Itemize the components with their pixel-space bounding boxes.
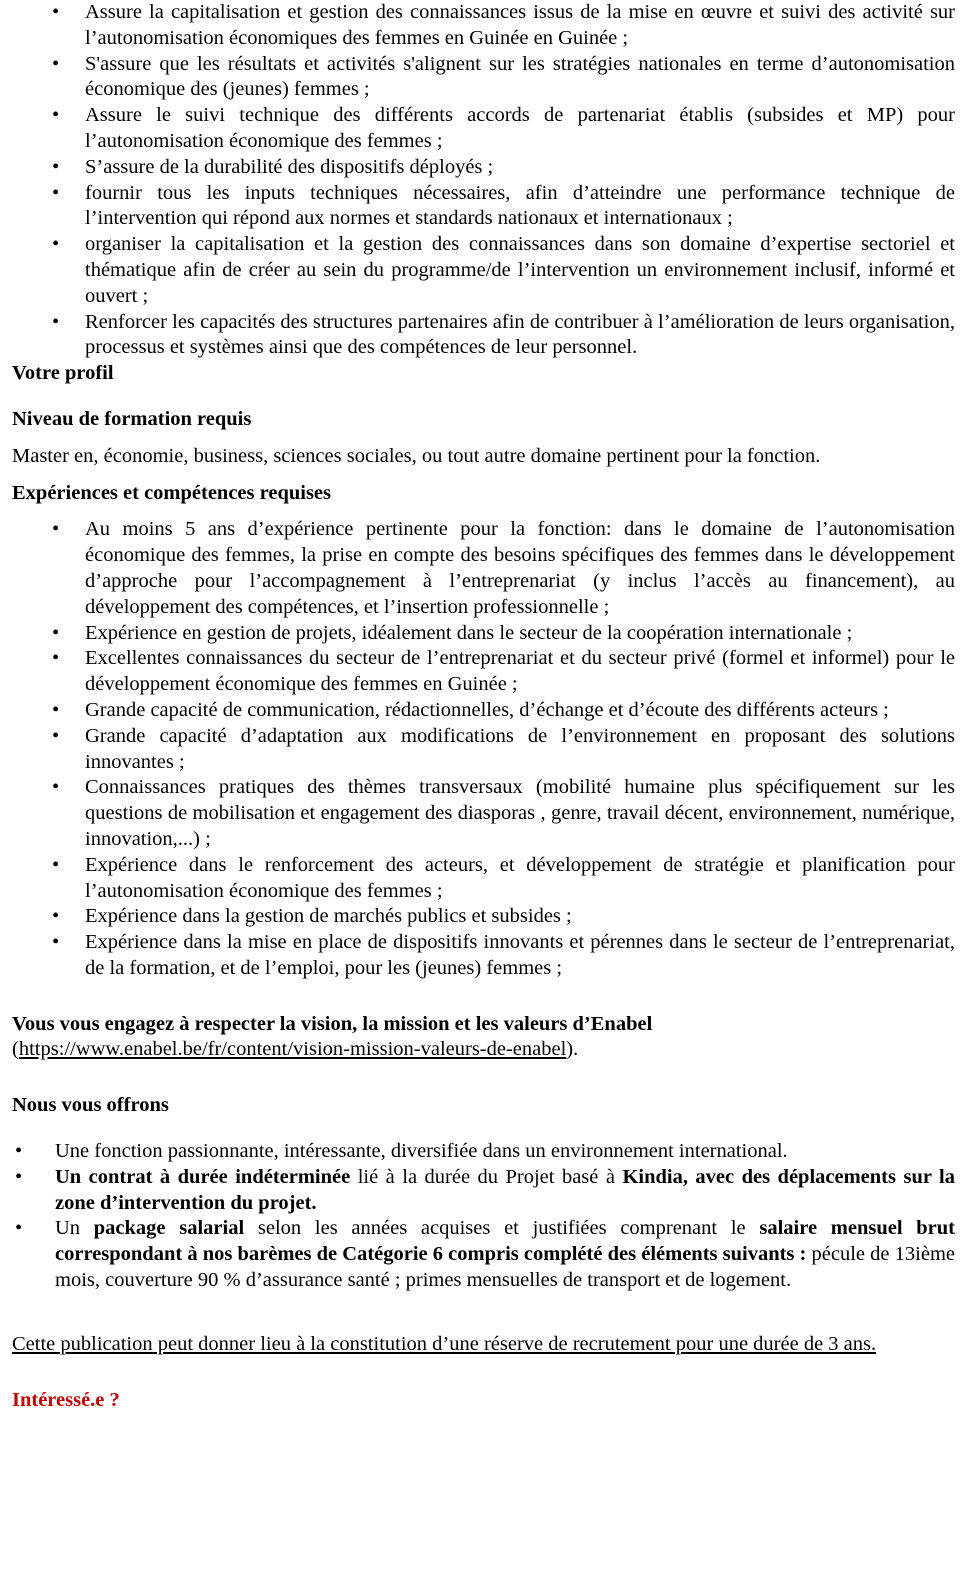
spacer <box>0 433 971 444</box>
list-item-text: S’assure de la durabilité des dispositifs déployés ; <box>85 155 494 178</box>
spacer <box>0 506 971 517</box>
list-item-text: Grande capacité d’adaptation aux modifications de l’environnement en proposant des solutions innovantes ; <box>85 724 955 773</box>
list-item <box>0 155 971 181</box>
spacer <box>0 387 971 407</box>
list-item <box>0 930 971 982</box>
paren-close: ). <box>566 1038 579 1061</box>
bullet-icon <box>52 103 62 129</box>
bullet-icon <box>52 517 62 543</box>
spacer <box>0 1294 971 1332</box>
bullet-icon <box>52 724 62 750</box>
list-item-text: S'assure que les résultats et activités s'alignent sur les stratégies nationales en terme d’autonomisation économique des (jeunes) femmes ; <box>85 52 955 101</box>
spacer <box>0 470 971 481</box>
interested-heading: Intéressé.e ? <box>12 1388 120 1411</box>
section-heading-offer: Nous vous offrons <box>12 1094 169 1117</box>
bullet-icon <box>52 698 62 724</box>
list-item-text: Au moins 5 ans d’expérience pertinente pour la fonction: dans le domaine de l’autonomisation économique des femmes, la prise en compte des besoins spécifiques des femmes dans le développement d’approche pour l’accompagnement à l’entreprenariat (y inclus l’accès au financement), au développement des compétences, et l’insertion professionnelle ; <box>85 518 955 618</box>
list-item <box>0 0 971 52</box>
list-item <box>0 181 971 233</box>
list-item <box>0 775 971 852</box>
list-item-text <box>55 1139 955 1165</box>
text-run: package salarial <box>93 1217 245 1240</box>
list-item-text: Assure la capitalisation et gestion des connaissances issus de la mise en œuvre et suivi des activité sur l’autonomisation économiques des femmes en Guinée en Guinée ; <box>85 1 955 49</box>
reserve-notice <box>0 1332 971 1358</box>
text-run: salaire mensuel brut correspondant à nos barèmes de Catégorie 6 compris complété des éléments suivants : <box>55 1217 955 1266</box>
spacer <box>0 1358 971 1388</box>
list-item-text: Expérience dans le renforcement des acteurs, et développement de stratégie et planification pour l’autonomisation économique des femmes ; <box>85 853 955 902</box>
bullet-icon <box>52 181 62 207</box>
bullet-icon <box>52 310 62 336</box>
commitment-statement <box>0 1012 971 1038</box>
list-item-text: organiser la capitalisation et la gestion des connaissances dans son domaine d’expertise sectoriel et thématique afin de créer au sein du programme/de l’intervention un environnement inclusif, informé et ouvert ; <box>85 233 955 307</box>
bullet-icon <box>15 1216 25 1242</box>
text-run: Une fonction passionnante, intéressante, diversifiée dans un environnement international. <box>55 1140 788 1163</box>
offer-list <box>0 1139 971 1294</box>
list-item <box>0 724 971 776</box>
text-run: Un contrat à durée indéterminée <box>55 1165 351 1188</box>
reserve-notice-text: Cette publication peut donner lieu à la constitution d’une réserve de recrutement pour une durée de 3 ans. <box>12 1332 877 1355</box>
list-item <box>0 232 971 309</box>
bullet-icon <box>52 0 62 26</box>
bullet-icon <box>52 232 62 258</box>
list-item-text: Expérience dans la mise en place de dispositifs innovants et pérennes dans le secteur de l’entreprenariat, de la formation, et de l’emploi, pour les (jeunes) femmes ; <box>85 931 955 979</box>
bullet-icon <box>52 775 62 801</box>
list-item-text: Excellentes connaissances du secteur de l’entreprenariat et du secteur privé (formel et informel) pour le développement économique des femmes en Guinée ; <box>85 647 955 696</box>
bullet-icon <box>52 904 62 930</box>
list-item <box>0 103 971 155</box>
list-item <box>0 1139 971 1165</box>
list-item <box>0 853 971 905</box>
bullet-icon <box>52 52 62 78</box>
list-item <box>0 52 971 104</box>
education-text: Master en, économie, business, sciences sociales, ou tout autre domaine pertinent pour la fonction. <box>12 444 821 467</box>
list-item <box>0 1165 971 1217</box>
list-item <box>0 621 971 647</box>
list-item <box>0 698 971 724</box>
list-item-text <box>55 1216 955 1293</box>
subsection-heading-experience: Expériences et compétences requises <box>12 481 332 504</box>
list-item <box>0 517 971 620</box>
list-item-text: Connaissances pratiques des thèmes transversaux (mobilité humaine plus spécifiquement sur les questions de mobilisation et engagement des diasporas , genre, travail décent, environnement, numérique, innovation,...) ; <box>85 776 955 850</box>
bullet-icon <box>52 646 62 672</box>
subsection-heading-education: Niveau de formation requis <box>12 407 252 430</box>
text-run: Un <box>55 1217 94 1240</box>
bullet-icon <box>52 621 62 647</box>
bullet-icon <box>52 930 62 956</box>
experience-list <box>0 517 971 981</box>
bullet-icon <box>52 853 62 879</box>
list-item <box>0 310 971 362</box>
list-item <box>0 1216 971 1293</box>
bullet-icon <box>15 1165 25 1191</box>
spacer <box>0 1063 971 1093</box>
section-heading-profile: Votre profil <box>12 362 114 385</box>
list-item-text: Expérience en gestion de projets, idéalement dans le secteur de la coopération internationale ; <box>85 621 853 644</box>
bullet-icon <box>52 155 62 181</box>
list-item-text <box>55 1165 955 1217</box>
list-item-text: Expérience dans la gestion de marchés publics et subsides ; <box>85 905 572 928</box>
spacer <box>0 982 971 1012</box>
responsibilities-list <box>0 0 971 361</box>
list-item <box>0 904 971 930</box>
list-item-text: Grande capacité de communication, rédactionnelles, d’échange et d’écoute des différents acteurs ; <box>85 698 889 721</box>
commitment-statement-text: Vous vous engagez à respecter la vision, la mission et les valeurs d’Enabel <box>12 1012 653 1035</box>
paren-open: ( <box>12 1038 19 1061</box>
spacer <box>0 1119 971 1139</box>
text-run: lié à la durée du Projet basé à <box>350 1165 623 1188</box>
list-item <box>0 646 971 698</box>
text-run: pécule de 13ième mois, couverture 90 % d’assurance santé ; primes mensuelles de transport et de logement. <box>55 1243 955 1292</box>
list-item-text: Renforcer les capacités des structures partenaires afin de contribuer à l’amélioration de leurs organisation, processus et systèmes ainsi que des compétences de leur personnel. <box>85 310 955 359</box>
text-run: Kindia, avec des déplacements sur la zone d’intervention du projet. <box>55 1165 955 1214</box>
list-item-text: fournir tous les inputs techniques nécessaires, afin d’atteindre une performance technique de l’intervention qui répond aux normes et standards nationaux et internationaux ; <box>85 181 955 230</box>
commitment-url-line <box>0 1037 971 1063</box>
list-item-text: Assure le suivi technique des différents accords de partenariat établis (subsides et MP) pour l’autonomisation économique des femmes ; <box>85 104 955 152</box>
enabel-values-link[interactable]: https://www.enabel.be/fr/content/vision-mission-valeurs-de-enabel <box>18 1038 567 1061</box>
text-run: selon les années acquises et justifiées comprenant le <box>244 1217 760 1240</box>
bullet-icon <box>15 1139 25 1165</box>
